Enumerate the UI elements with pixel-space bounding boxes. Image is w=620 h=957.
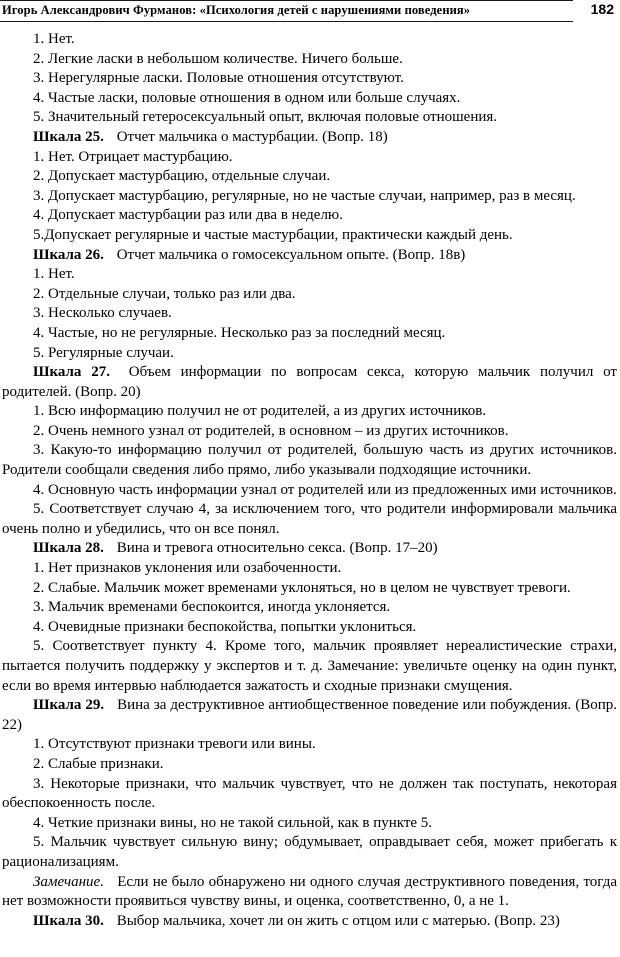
list-item: 4. Очевидные признаки беспокойства, попытки уклониться. — [33, 618, 417, 635]
paragraph-text: Выбор мальчика, хочет ли он жить с отцом или с матерью. (Вопр. 23) — [112, 912, 560, 929]
page-body — [2, 30, 617, 931]
list-item: 1. Нет. — [33, 31, 75, 47]
list-item: 2. Очень немного узнал от родителей, в основном – из других источников. — [33, 422, 509, 439]
scale-heading — [2, 696, 617, 735]
list-item: 5. Соответствует случаю 4, за исключением того, что родители информировали мальчика очень полно и убедились, что он все понял. — [2, 501, 617, 537]
note-label: Замечание. — [33, 873, 104, 890]
list-item: 4. Основную часть информации узнал от родителей или из предложенных ими источников. — [33, 481, 617, 498]
header-bottom-rule — [0, 21, 573, 22]
paragraph-text: Вина за деструктивное антиобщественное поведение или побуждения. (Вопр. 22) — [2, 697, 617, 733]
scale-label: Шкала 26. — [33, 246, 104, 263]
page-header — [0, 0, 620, 22]
note-paragraph — [2, 873, 617, 912]
list-item: 3. Несколько случаев. — [33, 305, 172, 322]
scale-label: Шкала 30. — [33, 912, 104, 929]
list-item: 3. Допускает мастурбацию, регулярные, но не частые случаи, например, раз в месяц. — [33, 187, 576, 204]
scale-label: Шкала 29. — [33, 697, 105, 714]
list-item: 4. Частые ласки, половые отношения в одном или больше случаях. — [33, 89, 461, 106]
list-item: 2. Допускает мастурбацию, отдельные случаи. — [33, 168, 331, 185]
list-item: 4. Частые, но не регулярные. Несколько раз за последний месяц. — [33, 324, 446, 341]
list-item: 4. Допускает мастурбации раз или два в неделю. — [33, 207, 343, 224]
header-title: Игорь Александрович Фурманов: «Психология детей с нарушениями поведения» — [2, 3, 471, 17]
header-top-rule — [0, 0, 573, 1]
list-item: 1. Нет признаков уклонения или озабоченности. — [33, 560, 342, 577]
list-item: 2. Легкие ласки в небольшом количестве. Ничего больше. — [33, 50, 403, 67]
list-item: 5. Значительный гетеросексуальный опыт, включая половые отношения. — [33, 109, 498, 126]
list-item: 4. Четкие признаки вины, но не такой сильной, как в пункте 5. — [33, 814, 433, 831]
list-item: 1. Нет. — [33, 266, 75, 283]
list-item: 1. Отсутствуют признаки тревоги или вины. — [33, 736, 316, 753]
list-item: 3. Нерегулярные ласки. Половые отношения отсутствуют. — [33, 70, 404, 87]
list-item: 2. Отдельные случаи, только раз или два. — [33, 285, 296, 302]
list-item: 1. Нет. Отрицает мастурбацию. — [33, 148, 233, 165]
scale-heading — [2, 246, 617, 266]
scale-heading — [2, 363, 617, 402]
list-item: 2. Слабые. Мальчик может временами уклоняться, но в целом не чувствует тревоги. — [33, 579, 571, 596]
list-item: 3. Некоторые признаки, что мальчик чувствует, что не должен так поступать, некоторая обеспокоенность после. — [2, 775, 617, 812]
paragraph-text: Если не было обнаружено ни одного случая деструктивного поведения, тогда нет возможности проявиться чувству вины, и оценка, соответственно, 0, а не 1. — [2, 873, 617, 910]
list-item: 5. Мальчик чувствует сильную вину; обдумывает, оправдывает себя, может прибегать к рационализациям. — [2, 834, 617, 870]
list-item: 3. Мальчик временами беспокоится, иногда уклоняется. — [33, 599, 391, 616]
scale-label: Шкала 25. — [33, 128, 104, 145]
paragraph-text: Отчет мальчика о гомосексуальном опыте. (Вопр. 18в) — [112, 246, 466, 263]
paragraph-text: Вина и тревога относительно секса. (Вопр. 17–20) — [112, 540, 438, 557]
scale-heading — [2, 128, 617, 148]
scale-heading — [2, 912, 617, 932]
paragraph-text: Отчет мальчика о мастурбации. (Вопр. 18) — [112, 128, 388, 145]
scale-heading — [2, 539, 617, 559]
scale-label: Шкала 28. — [33, 540, 104, 557]
page-number: 182 — [590, 1, 614, 17]
list-item: 3. Какую-то информацию получил от родителей, большую часть из других источников. Родители сообщали сведения либо прямо, либо указывали подходящие источники. — [2, 442, 617, 479]
list-item: 5. Соответствует пункту 4. Кроме того, мальчик проявляет нереалистические страхи, пытается получить поддержку у экспертов и т. д. Замечание: увеличьте оценку на один пункт, если во время интервью наблюдается зажатость и сходные признаки смущения. — [2, 638, 617, 694]
list-item: 5. Регулярные случаи. — [33, 344, 174, 361]
list-item: 1. Всю информацию получил не от родителей, а из других источников. — [33, 403, 487, 420]
scale-label: Шкала 27. — [33, 364, 110, 381]
paragraph-text: Объем информации по вопросам секса, которую мальчик получил от родителей. (Вопр. 20) — [2, 364, 617, 400]
list-item: 2. Слабые признаки. — [33, 755, 164, 772]
list-item: 5.Допускает регулярные и частые мастурбации, практически каждый день. — [33, 226, 513, 243]
